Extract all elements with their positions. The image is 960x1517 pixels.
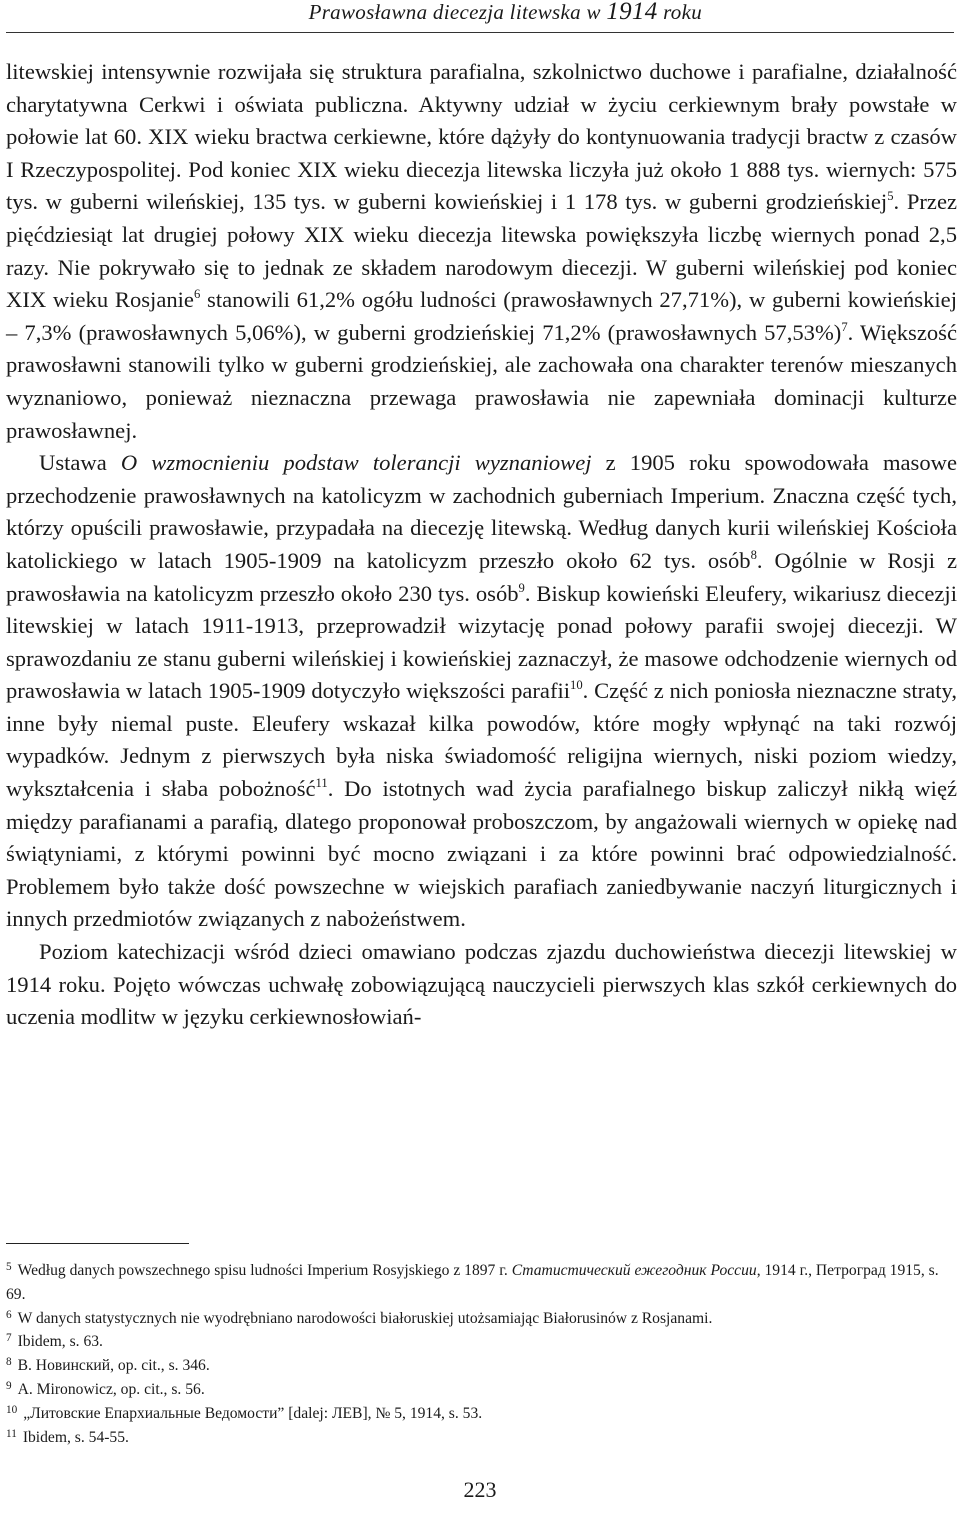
footnote-ref: 6: [193, 287, 201, 302]
page-number: 223: [463, 1477, 497, 1502]
text-run: . Do istotnych wad życia parafialnego biskup zaliczył nikłą więź między parafianami a parafią, dlatego proponował proboszczom, by angażowali wiernych w opiekę nad świątyniami, z którymi powinni być mocno związani i za które powinni brać odpowiedzialność. Problemem było także dość powszechne w wiejskich parafiach zaniedbywanie naczyń liturgicznych i innych przedmiotów związanych z nabożeństwem.: [6, 776, 958, 932]
footnote-ref: 11: [315, 776, 328, 791]
footnote-ref: 7: [841, 319, 848, 334]
main-text: [6, 56, 957, 1034]
text-run: Ustawa: [39, 450, 121, 476]
footnote-number: 6: [6, 1308, 12, 1321]
text-run: z 1905 roku spowodowała masowe przechodzenie prawosławnych na katolicyzm w zachodnich guberniach Imperium. Znaczna część tych, którzy opuścili prawosławie, przypadała na diecezję litewską. Według danych kurii wileńskiej Kościoła katolickiego w latach 1905-1909 na katolicyzm przeszło około 62 tys. osób: [6, 450, 957, 573]
running-header: [309, 0, 702, 26]
text-run: . Część z nich poniosła nieznaczne straty, inne były niemal puste. Eleufery wskazał kilka powodów, które mogły wpłynąć na taki rozwój wypadków. Jednym z pierwszych była niska świadomość religijna wiernych, niski poziom wiedzy, wykształcenia i słaba pobożność: [6, 678, 957, 802]
text-run: . Większość prawosławni stanowili tylko w guberni grodzieńskiej, ale zachowała ona charakter terenów mieszanych wyznaniowo, ponieważ nieznaczna przewaga prawosławia nie zapewniała dominacji kulturze prawosławnej.: [6, 319, 957, 443]
footnote-number: 9: [6, 1379, 12, 1392]
footnote: [6, 1330, 957, 1354]
text-run: В. Новинский, op. cit., s. 346.: [17, 1357, 210, 1375]
header-rule: [6, 32, 954, 33]
text-run: . Biskup kowieński Eleufery, wikariusz diecezji litewskiej w latach 1911-1913, przeprowadził wizytację ponad połowy parafii swojej diecezji. W sprawozdaniu ze stanu guberni wileńskiej i kowieńskiej zaznaczył, że masowe odchodzenie wiernych od prawosławia w latach 1905-1909 dotyczyło większości parafii: [6, 580, 957, 704]
text-run: stanowili 61,2% ogółu ludności (prawosławnych 27,71%), w guberni kowieńskiej – 7,3% (prawosławnych 5,06%), w guberni grodzieńskiej 71,2% (prawosławnych 57,53%): [6, 287, 957, 345]
footnote-rule: [6, 1243, 189, 1244]
footnote-ref: 8: [750, 548, 757, 563]
paragraph: [6, 56, 957, 447]
paragraph: [6, 447, 957, 936]
text-run: , 1914 г., Петроград 1915, s. 69.: [6, 1262, 939, 1303]
italic-title: O wzmocnieniu podstaw tolerancji wyznaniowej: [120, 450, 592, 476]
text-run: Według danych powszechnego spisu ludności Imperium Rosyjskiego z 1897 г.: [17, 1262, 512, 1279]
footnote-ref: 5: [887, 189, 894, 204]
text-run: . Przez pięćdziesiąt lat drugiej połowy XIX wieku diecezja litewska powiększyła liczbę wiernych ponad 2,5 razy. Nie pokrywało się to jednak ze składem narodowym diecezji. W guberni wileńskiej pod koniec XIX wieku Rosjanie: [6, 189, 957, 313]
footnote: [6, 1402, 957, 1426]
text-run: . Ogólnie w Rosji z prawosławia na katolicyzm przeszło około 230 tys. osób: [6, 547, 957, 606]
footnote: [6, 1378, 957, 1402]
footnote-ref: 10: [570, 678, 583, 693]
text-run: „Литовские Епархиальные Ведомости” [dalej: ЛЕВ], № 5, 1914, s. 53.: [23, 1404, 483, 1422]
italic-title: Статистический ежегодник России: [511, 1262, 757, 1279]
paragraph: [6, 936, 957, 1034]
running-header-text: Prawosławna diecezja litewska w: [308, 0, 607, 24]
running-header-year: 1914: [606, 0, 658, 25]
text-run: Ibidem, s. 63.: [17, 1333, 103, 1351]
footnote-number: 10: [6, 1403, 18, 1416]
text-run: W danych statystycznych nie wyodrębniano narodowości białoruskiej utożsamiając Białorusinów z Rosjanami.: [17, 1309, 713, 1327]
text-run: Poziom katechizacji wśród dzieci omawiano podczas zjazdu duchowieństwa diecezji litewskiej w 1914 roku. Pojęto wówczas uchwałę zobowiązującą nauczycieli pierwszych klas szkół cerkiewnych do uczenia modlitw w języku cerkiewnosłowiań-: [6, 939, 957, 1030]
footnote-number: 7: [6, 1332, 12, 1345]
footnote: [6, 1426, 957, 1450]
footnote: [6, 1354, 957, 1378]
footnote-number: 5: [6, 1260, 12, 1273]
text-run: litewskiej intensywnie rozwijała się struktura parafialna, szkolnictwo duchowe i parafialne, działalność charytatywna Cerkwi i oświata publiczna. Aktywny udział w życiu cerkiewnym brały powstałe w połowie lat 60. XIX wieku bractwa cerkiewne, które dążyły do kontynuowania tradycji bractw z czasów I Rzeczypospolitej. Pod koniec XIX wieku diecezja litewska liczyła już około 1 888 tys. wiernych: 575 tys. w guberni wileńskiej, 135 tys. w guberni kowieńskiej i 1 178 tys. w guberni grodzieńskiej: [6, 59, 957, 215]
footnote: [6, 1307, 957, 1331]
footnote-ref: 9: [518, 580, 525, 595]
running-header-text-end: roku: [657, 0, 702, 24]
text-run: A. Mironowicz, op. cit., s. 56.: [17, 1380, 205, 1398]
text-run: Ibidem, s. 54-55.: [22, 1428, 129, 1446]
footnotes: [6, 1259, 957, 1449]
footnote-number: 8: [6, 1356, 12, 1369]
footnote: [6, 1259, 957, 1307]
footnote-number: 11: [6, 1427, 17, 1440]
